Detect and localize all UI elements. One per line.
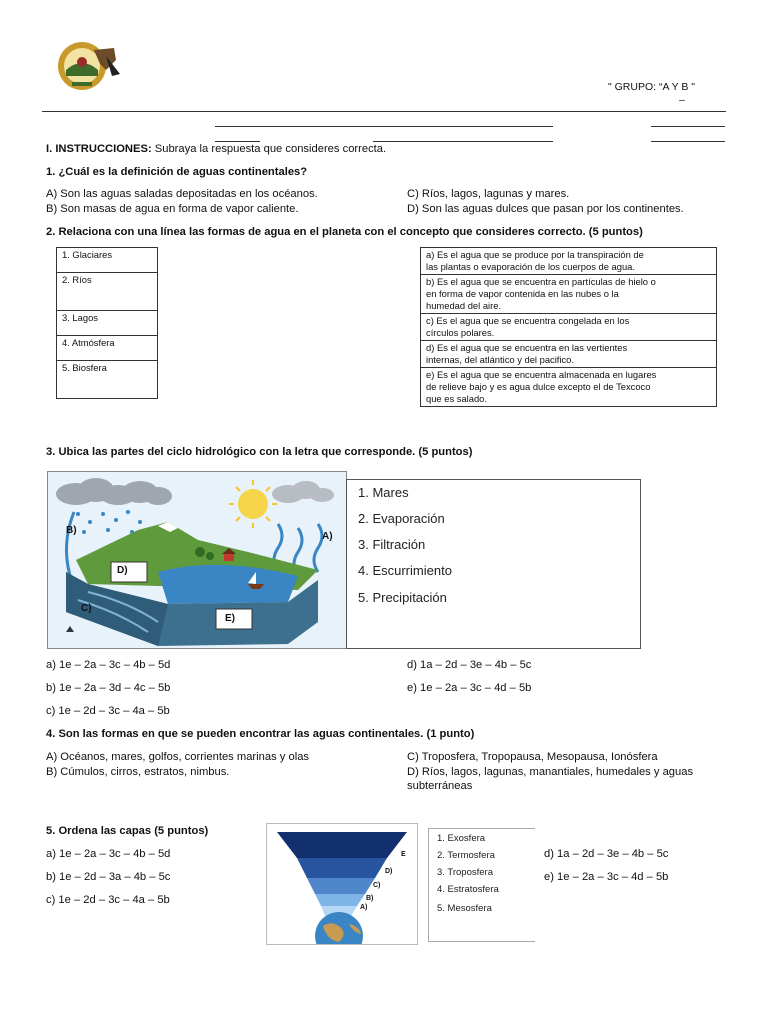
q5-option-d[interactable]: d) 1a – 2d – 3e – 4b – 5c [544, 848, 669, 860]
layer-item: 5. Mesosfera [437, 903, 492, 914]
grupo-label: " GRUPO: “A Y B " [608, 81, 696, 93]
water-form-item[interactable]: 2. Ríos [57, 273, 158, 311]
instructions-text: Subraya la respuesta que consideres correcta. [151, 143, 387, 155]
concept-item[interactable]: c) Es el agua que se encuentra congelada en los círculos polares. [421, 314, 717, 341]
header-rule [42, 111, 726, 112]
q4-option-b[interactable]: B) Cúmulos, cirros, estratos, nimbus. [46, 766, 230, 778]
q3-option-a[interactable]: a) 1e – 2a – 3c – 4b – 5d [46, 659, 171, 671]
date-blank[interactable] [651, 126, 725, 127]
water-forms-table [56, 247, 158, 399]
label-e: E) [225, 613, 235, 624]
q4-option-d[interactable]: D) Ríos, lagos, lagunas, manantiales, humedales y aguas [407, 766, 694, 778]
water-cycle-list [346, 479, 641, 649]
blank-line-middle[interactable] [373, 141, 553, 142]
list-item: 5. Precipitación [358, 590, 447, 605]
layer-label-b: B) [366, 895, 374, 902]
q5-option-c[interactable]: c) 1e – 2d – 3c – 4a – 5b [46, 894, 170, 906]
layer-label-c: C) [373, 882, 381, 889]
q4-option-a[interactable]: A) Océanos, mares, golfos, corrientes marinas y olas [46, 751, 310, 763]
q3-option-b[interactable]: b) 1e – 2a – 3d – 4c – 5b [46, 682, 171, 694]
atmosphere-layers-list [428, 828, 535, 942]
concept-item[interactable]: b) Es el agua que se encuentra en partículas de hielo o en forma de vapor contenida en las nubes o la humedad del aire. [421, 275, 717, 314]
instructions [46, 142, 386, 156]
question-1-title: 1. ¿Cuál es la definición de aguas continentales? [46, 166, 308, 178]
q3-option-e[interactable]: e) 1e – 2a – 3c – 4d – 5b [407, 682, 532, 694]
instructions-label: I. INSTRUCCIONES: [46, 143, 152, 155]
list-item: 4. Escurrimiento [358, 563, 452, 578]
layer-item: 3. Troposfera [437, 867, 493, 878]
concept-item[interactable]: d) Es el agua que se encuentra en las vertientes internas, del atlántico y del pacifico. [421, 341, 717, 368]
blank-line-right[interactable] [651, 141, 725, 142]
question-2-title: 2. Relaciona con una línea las formas de agua en el planeta con el concepto que consideres correcto. (5 puntos) [46, 226, 643, 238]
layer-item: 4. Estratosfera [437, 884, 499, 895]
q3-option-c[interactable]: c) 1e – 2d – 3c – 4a – 5b [46, 705, 170, 717]
label-d: D) [117, 565, 128, 576]
q5-option-e[interactable]: e) 1e – 2a – 3c – 4d – 5b [544, 871, 669, 883]
water-form-item[interactable]: 4. Atmósfera [57, 336, 158, 361]
q5-option-b[interactable]: b) 1e – 2d – 3a – 4b – 5c [46, 871, 171, 883]
q1-option-b[interactable]: B) Son masas de agua en forma de vapor caliente. [46, 203, 299, 215]
list-item: 1. Mares [358, 485, 409, 500]
water-form-item[interactable]: 3. Lagos [57, 311, 158, 336]
q3-option-d[interactable]: d) 1a – 2d – 3e – 4b – 5c [407, 659, 532, 671]
list-item: 3. Filtración [358, 537, 426, 552]
q1-option-c[interactable]: C) Ríos, lagos, lagunas y mares. [407, 188, 570, 200]
concept-item[interactable]: e) Es el agua que se encuentra almacenada en lugares de relieve bajo y es agua dulce excepto el de Texcoco que es salado. [421, 368, 717, 407]
question-4-title: 4. Son las formas en que se pueden encontrar las aguas continentales. (1 punto) [46, 728, 475, 740]
layer-item: 2. Termosfera [437, 850, 495, 861]
list-item: 2. Evaporación [358, 511, 445, 526]
school-logo [50, 40, 122, 92]
q4-option-c[interactable]: C) Troposfera, Tropopausa, Mesopausa, Ionósfera [407, 751, 658, 763]
grupo-dash: – [679, 94, 685, 106]
layer-label-d: D) [385, 868, 393, 875]
water-form-item[interactable]: 5. Biosfera [57, 361, 158, 399]
q1-option-a[interactable]: A) Son las aguas saladas depositadas en los océanos. [46, 188, 318, 200]
question-5-title: 5. Ordena las capas (5 puntos) [46, 825, 209, 837]
sun-icon [238, 489, 268, 519]
label-c: C) [81, 603, 92, 614]
name-blank[interactable] [215, 126, 553, 127]
water-form-item[interactable]: 1. Glaciares [57, 248, 158, 273]
seal-icon [50, 40, 122, 92]
layer-label-e: E [401, 851, 406, 858]
water-cycle-diagram [47, 471, 347, 649]
q1-option-d[interactable]: D) Son las aguas dulces que pasan por los continentes. [407, 203, 684, 215]
q4-option-d-continued[interactable]: subterráneas [407, 780, 473, 792]
atmosphere-layers-illustration [267, 824, 417, 944]
question-3-title: 3. Ubica las partes del ciclo hidrológico con la letra que corresponde. (5 puntos) [46, 446, 473, 458]
label-a: A) [322, 531, 333, 542]
layer-item: 1. Exosfera [437, 833, 486, 844]
water-cycle-illustration [48, 472, 346, 648]
concept-item[interactable]: a) Es el agua que se produce por la transpiración de las plantas o evaporación de los cuerpos de agua. [421, 248, 717, 275]
label-b: B) [66, 525, 77, 536]
layer-label-a: A) [360, 904, 368, 911]
atmosphere-diagram [266, 823, 418, 945]
q5-option-a[interactable]: a) 1e – 2a – 3c – 4b – 5d [46, 848, 171, 860]
concepts-table [420, 247, 717, 407]
